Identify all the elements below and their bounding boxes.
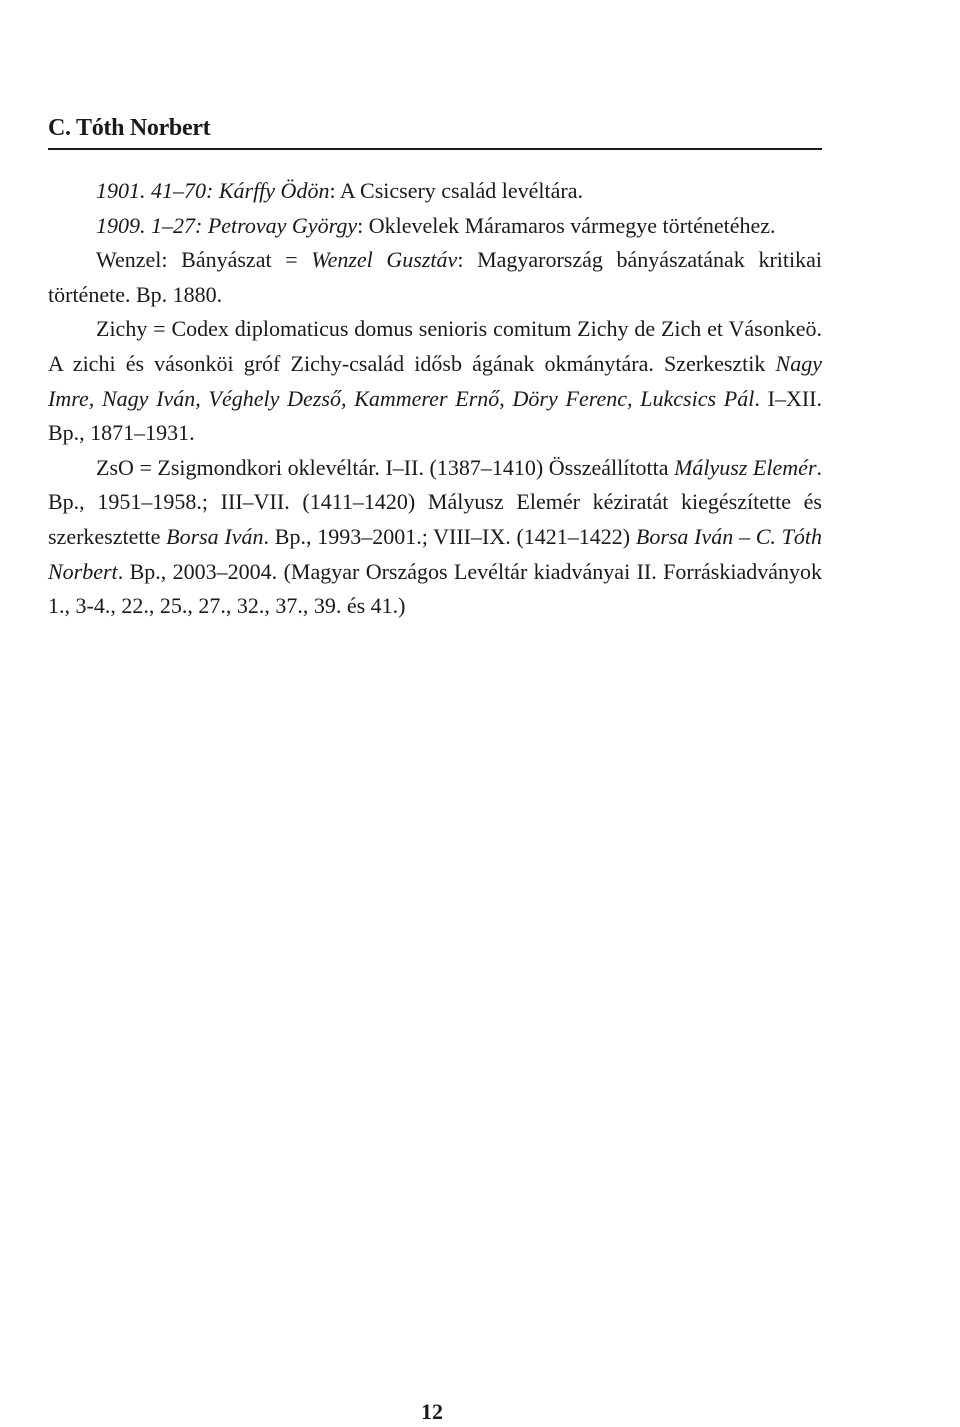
bibliography-entry (48, 174, 822, 209)
entry-text: . Bp., 1951–1958.; III–VII. (1411–1420) Mályusz Elemér kéziratát kiegészítette és szerkesztette (48, 454, 823, 549)
entry-text: : Magyarország bányászatának kritikai története. Bp. 1880. (48, 247, 822, 307)
italic-text: Mályusz Elemér (674, 454, 817, 480)
entry-text: . Bp., 1993–2001.; VIII–IX. (1421–1422) (263, 523, 636, 549)
entry-text: . I–XII. Bp., 1871–1931. (48, 385, 822, 446)
entry-text: Wenzel: Bányászat = (96, 247, 312, 273)
entry-text: . Bp., 2003–2004. (Magyar Országos Levéltár kiadványai II. Forráskiadványok 1., 3-4., 22., 25., 27., 32., 37., 39. és 41.) (48, 558, 822, 619)
header-rule (48, 148, 822, 150)
running-head-author: C. Tóth Norbert (48, 115, 211, 141)
italic-text: Petrovay György (207, 212, 358, 238)
page-number: 12 (421, 1399, 443, 1424)
italic-text: Kárffy Ödön (218, 178, 330, 203)
bibliography-entry (48, 312, 822, 450)
italic-text: Borsa Iván (166, 523, 264, 549)
bibliography-entry (48, 451, 822, 624)
italic-text: 1901. 41–70: (96, 178, 219, 203)
italic-text: Wenzel Gusztáv (311, 247, 458, 273)
bibliography-list (48, 174, 822, 624)
bibliography-entry (48, 243, 822, 312)
entry-text: : A Csicsery család levéltára. (329, 178, 583, 203)
italic-text: 1909. 1–27: (96, 212, 208, 238)
entry-text: Zichy = Codex diplomaticus domus senioris comitum Zichy de Zich et Vásonkeö. A zichi és vásonköi gróf Zichy-család idősb ágának okmánytára. Szerkesztik (48, 316, 822, 376)
entry-text: ZsO = Zsigmondkori oklevéltár. I–II. (1387–1410) Összeállította (96, 454, 675, 480)
italic-text: Nagy Imre, Nagy Iván, Véghely Dezső, Kammerer Ernő, Döry Ferenc, Lukcsics Pál (48, 350, 822, 411)
bibliography-entry (48, 209, 822, 244)
italic-text: Borsa Iván – C. Tóth Norbert (48, 523, 823, 584)
entry-text: : Oklevelek Máramaros vármegye történetéhez. (357, 212, 776, 238)
